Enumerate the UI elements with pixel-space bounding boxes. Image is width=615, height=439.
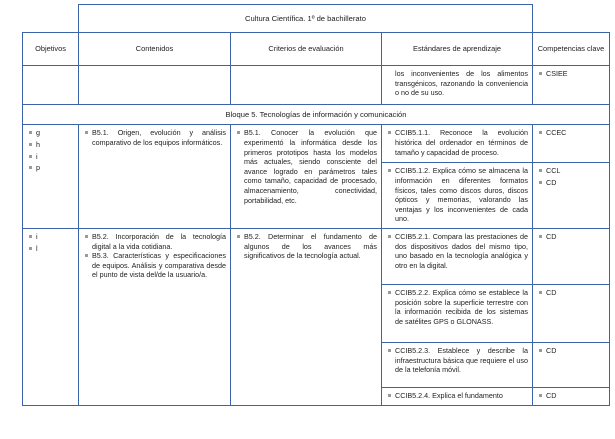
estandar-item: CCIB5.2.1. Compara las prestaciones de dos dispositivos dados del mismo tipo, uno basado en la tecnología analógica y otro en la digital. — [386, 232, 528, 270]
contenido-item: B5.2. Incorporación de la tecnología digital a la vida cotidiana. — [83, 232, 226, 251]
row1-criterio-cell — [231, 125, 382, 229]
estandar-item: CCIB5.2.4. Explica el fundamento — [386, 391, 528, 401]
contenido-item: B5.1. Origen, evolución y análisis comparativo de los equipos informáticos. — [83, 128, 226, 147]
carry-competencia-cell — [533, 66, 610, 105]
criterio-item: B5.1. Conocer la evolución que experimentó la informática desde los primeros prototipos hasta los modelos más actuales, siendo consciente del avance logrado en parámetros tales como tamaño, capacidad de procesado, almacenamiento, conectividad, portabilidad, etc. — [235, 128, 377, 205]
carry-estandar-cell — [382, 66, 533, 105]
objetivo-item: i — [27, 152, 78, 162]
criterio-item: B5.2. Determinar el fundamento de algunos de los avances más significativos de la tecnología actual. — [235, 232, 377, 261]
competencia-item: CD — [537, 232, 605, 242]
objetivo-item: l — [27, 244, 78, 254]
carry-objetivos — [23, 66, 79, 105]
competencia-item: CCEC — [537, 128, 605, 138]
competencia-item: CD — [537, 391, 605, 401]
title-spacer-right — [533, 5, 610, 33]
carry-competencia: CSIEE — [537, 69, 605, 79]
estandar-item: CCIB5.1.2. Explica cómo se almacena la información en diferentes formatos físicos, tales como discos duros, discos ópticos y memorias, valorando las ventajas y los inconvenientes de cada uno. — [386, 166, 528, 224]
estandar-item: CCIB5.2.3. Establece y describe la infraestructura básica que requiere el uso de la telefonía móvil. — [386, 346, 528, 375]
row2-criterio-cell — [231, 228, 382, 405]
row2-estandares-cell — [382, 228, 533, 405]
header-objetivos: Objetivos — [23, 33, 79, 66]
row2-objetivos-cell — [23, 228, 79, 405]
header-criterios: Criterios de evaluación — [231, 33, 382, 66]
contenido-item: B5.3. Características y especificaciones de equipos. Análisis y comparativa desde el punto de vista del/de la usuario/a. — [83, 251, 226, 280]
row1-competencias-cell — [533, 125, 610, 229]
table-title: Cultura Científica. 1º de bachillerato — [79, 5, 533, 33]
row1-objetivos-cell — [23, 125, 79, 229]
header-contenidos: Contenidos — [79, 33, 231, 66]
objetivo-item: p — [27, 163, 78, 173]
table-row — [23, 125, 610, 229]
carry-criterios — [231, 66, 382, 105]
header-estandares: Estándares de aprendizaje — [382, 33, 533, 66]
table-row — [23, 66, 610, 105]
row1-estandares-cell — [382, 125, 533, 229]
title-spacer — [23, 5, 79, 33]
carry-estandar: los inconvenientes de los alimentos transgénicos, razonando la conveniencia o no de su uso. — [395, 69, 528, 98]
row2-competencias-cell — [533, 228, 610, 405]
objetivo-item: g — [27, 128, 78, 138]
objetivo-item: h — [27, 140, 78, 150]
header-competencias: Competencias clave — [533, 33, 610, 66]
row1-contenido-cell — [79, 125, 231, 229]
bloque-title: Bloque 5. Tecnologías de información y comunicación — [23, 104, 610, 125]
estandar-item: CCIB5.1.1. Reconoce la evolución histórica del ordenador en términos de tamaño y capacidad de proceso. — [386, 128, 528, 157]
table-row — [23, 228, 610, 405]
competencia-item: CD — [537, 288, 605, 298]
competencia-item: CD — [537, 346, 605, 356]
competencia-item: CCL — [537, 166, 605, 176]
carry-contenidos — [79, 66, 231, 105]
estandar-item: CCIB5.2.2. Explica cómo se establece la posición sobre la superficie terrestre con la información recibida de los sistemas de satélites GPS o GLONASS. — [386, 288, 528, 326]
objetivo-item: i — [27, 232, 78, 242]
competencia-item: CD — [537, 178, 605, 188]
curriculum-table — [22, 4, 610, 406]
row2-contenidos-cell — [79, 228, 231, 405]
